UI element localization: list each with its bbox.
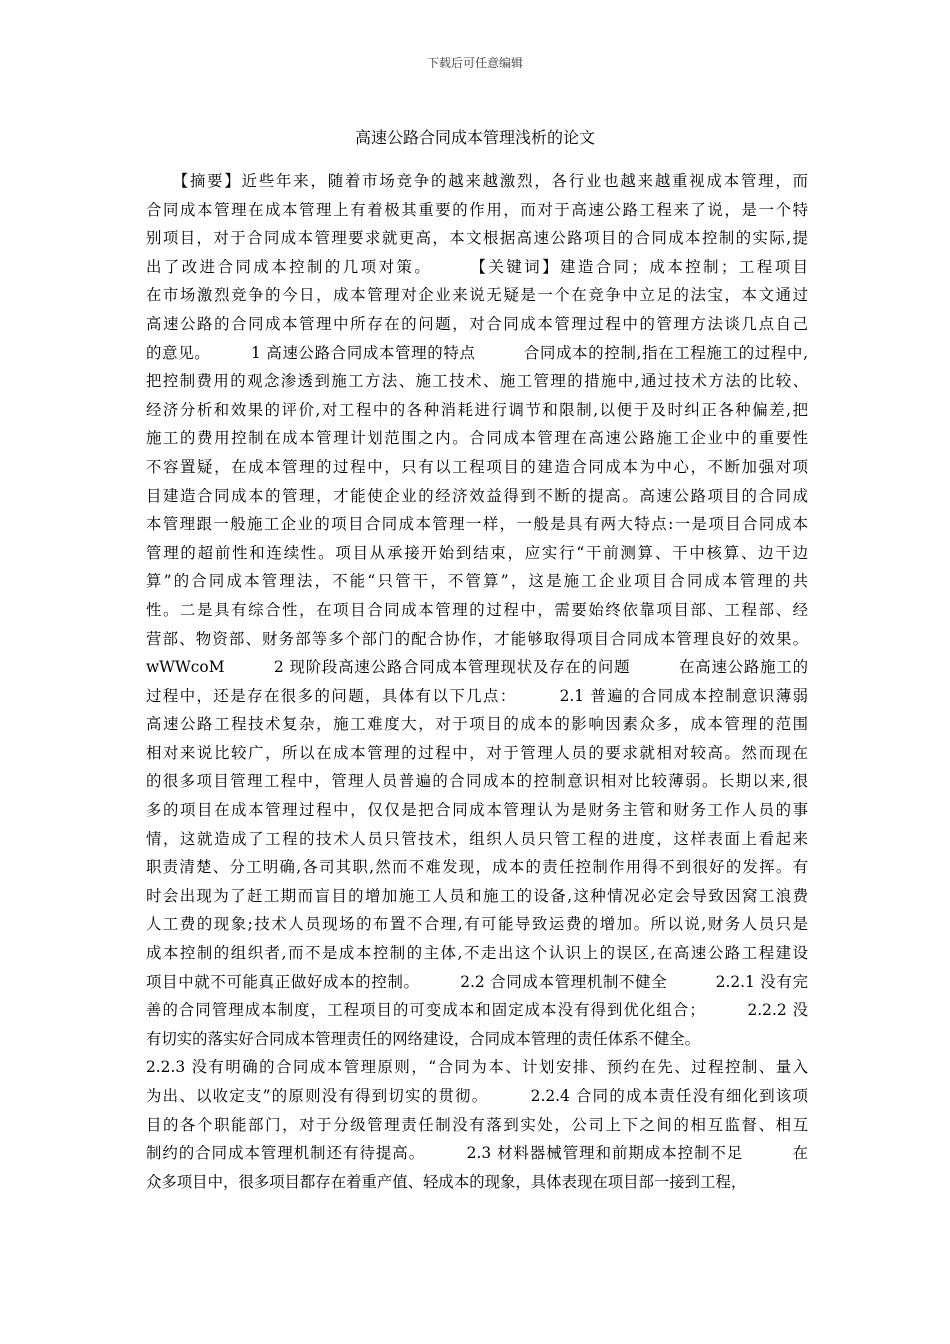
body-line: 制约的合同成本管理机制还有待提高。 2.3 材料器械管理和前期成本控制不足 在: [146, 1144, 808, 1163]
body-line: 【摘要】近些年来，随着市场竞争的越来越激烈，各行业也越来越重视成本管理，而: [146, 172, 808, 190]
body-line: 为出、以收定支”的原则没有得到切实的贯彻。 2.2.4 合同的成本责任没有细化到该项: [146, 1087, 808, 1105]
body-line: 管理的超前性和连续性。项目从承接开始到结束，应实行“干前测算、干中核算、边干边: [146, 543, 808, 562]
body-line: 的意见。 1 高速公路合同成本管理的特点 合同成本的控制,指在工程施工的过程中,: [146, 343, 808, 362]
body-line: 本管理跟一般施工企业的项目合同成本管理一样，一般是具有两大特点:一是项目合同成本: [146, 515, 808, 534]
body-line: 把控制费用的观念渗透到施工方法、施工技术、施工管理的措施中,通过技术方法的比较、: [146, 372, 808, 391]
body-line: 时会出现为了赶工期而盲目的增加施工人员和施工的设备,这种情况必定会导致因窝工浪费: [146, 886, 808, 905]
body-line: 情，这就造成了工程的技术人员只管技术，组织人员只管工程的进度，这样表面上看起来: [146, 829, 808, 848]
body-line: 目的各个职能部门，对于分级管理责任制没有落到实处，公司上下之间的相互监督、相互: [146, 1115, 808, 1134]
body-line: 过程中，还是存在很多的问题，具体有以下几点： 2.1 普遍的合同成本控制意识薄弱: [146, 686, 808, 705]
body-line: 在市场激烈竞争的今日，成本管理对企业来说无疑是一个在竞争中立足的法宝，本文通过: [146, 286, 808, 305]
body-line: 众多项目中，很多项目都存在着重产值、轻成本的现象，具体表现在项目部一接到工程，: [146, 1172, 747, 1191]
body-line: 合同成本管理在成本管理上有着极其重要的作用，而对于高速公路工程来了说，是一个特: [146, 200, 808, 219]
body-line: 相对来说比较广，所以在成本管理的过程中，对于管理人员的要求就相对较高。然而现在: [146, 743, 808, 762]
body-line: 施工的费用控制在成本管理计划范围之内。合同成本管理在高速公路施工企业中的重要性: [146, 429, 808, 448]
body-line: 成本控制的组织者,而不是成本控制的主体,不走出这个认识上的误区,在高速公路工程建设: [146, 944, 808, 963]
body-line: 别项目，对于合同成本管理要求就更高，本文根据高速公路项目的合同成本控制的实际,提: [146, 229, 808, 248]
body-text: [146, 167, 808, 1196]
body-line: 高速公路工程技术复杂，施工难度大，对于项目的成本的影响因素众多，成本管理的范围: [146, 715, 808, 734]
body-line: 性。二是具有综合性，在项目合同成本管理的过程中，需要始终依靠项目部、工程部、经: [146, 600, 808, 619]
body-line: 出了改进合同成本控制的几项对策。 【关键词】建造合同；成本控制；工程项目: [146, 257, 808, 276]
body-line: 不容置疑，在成本管理的过程中，只有以工程项目的建造合同成本为中心，不断加强对项: [146, 457, 808, 476]
body-line: 的很多项目管理工程中，管理人员普遍的合同成本的控制意识相对比较薄弱。长期以来,很: [146, 772, 808, 791]
document-title: 高速公路合同成本管理浅析的论文: [354, 128, 595, 147]
body-line: 高速公路的合同成本管理中所存在的问题，对合同成本管理过程中的管理方法谈几点自己: [146, 314, 808, 333]
body-line: 善的合同管理成本制度，工程项目的可变成本和固定成本没有得到优化组合； 2.2.2 没: [146, 1001, 808, 1020]
body-line: 目建造合同成本的管理，才能使企业的经济效益得到不断的提高。高速公路项目的合同成: [146, 486, 808, 505]
body-line: 多的项目在成本管理过程中，仅仅是把合同成本管理认为是财务主管和财务工作人员的事: [146, 801, 808, 820]
header-note: 下载后可任意编辑: [426, 56, 523, 70]
body-line: 有切实的落实好合同成本管理责任的网络建设，合同成本管理的责任体系不健全。: [146, 1029, 701, 1048]
body-line: 算”的合同成本管理法，不能“只管干，不管算”，这是施工企业项目合同成本管理的共: [146, 572, 808, 591]
body-line: 2.2.3 没有明确的合同成本管理原则，“合同为本、计划安排、预约在先、过程控制、量入: [146, 1058, 808, 1077]
body-line: 人工费的现象;技术人员现场的布置不合理,有可能导致运费的增加。所以说,财务人员只是: [146, 915, 808, 934]
body-line: wWWcoM 2 现阶段高速公路合同成本管理现状及存在的问题 在高速公路施工的: [146, 658, 808, 677]
body-line: 营部、物资部、财务部等多个部门的配合协作，才能够取得项目合同成本管理良好的效果。: [146, 629, 808, 648]
body-line: 职责清楚、分工明确,各司其职,然而不难发现，成本的责任控制作用得不到很好的发挥。有: [146, 858, 808, 877]
body-line: 项目中就不可能真正做好成本的控制。 2.2 合同成本管理机制不健全 2.2.1 没有完: [146, 972, 808, 991]
body-line: 经济分析和效果的评价,对工程中的各种消耗进行调节和限制,以便于及时纠正各种偏差,把: [146, 400, 808, 419]
